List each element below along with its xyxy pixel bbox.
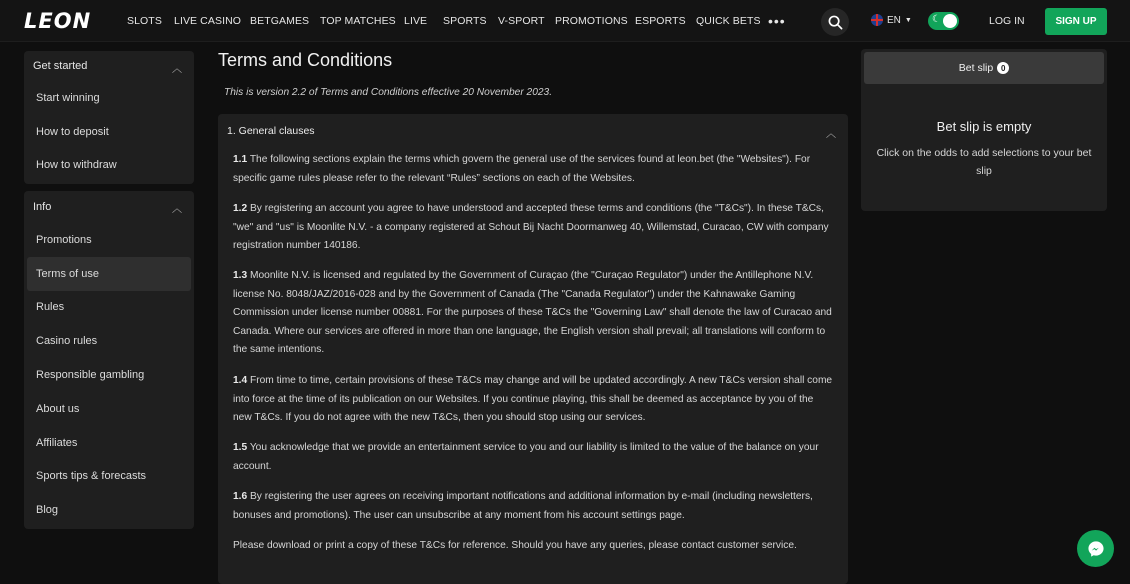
sidebar-item-rules[interactable]: Rules xyxy=(36,301,65,314)
main-nav xyxy=(127,0,766,42)
nav-v-sport[interactable]: V-SPORT xyxy=(498,15,545,27)
version-note: This is version 2.2 of Terms and Conditions effective 20 November 2023. xyxy=(224,87,553,98)
bet-slip-empty-title: Bet slip is empty xyxy=(936,119,1032,134)
sidebar-item-start-winning[interactable]: Start winning xyxy=(36,91,100,104)
bet-count-badge: 0 xyxy=(997,62,1009,74)
clause-paragraph xyxy=(233,372,833,428)
clause-number: 1.1 xyxy=(233,154,248,165)
clause-paragraph xyxy=(233,439,833,476)
clause-paragraph xyxy=(233,267,833,360)
clause-number: 1.4 xyxy=(233,375,248,386)
nav-quick-bets[interactable]: QUICK BETS xyxy=(696,15,761,27)
nav-esports[interactable]: ESPORTS xyxy=(635,15,686,27)
chevron-down-icon: ▼ xyxy=(904,16,912,24)
chevron-up-icon: ︿ xyxy=(172,204,182,215)
sidebar-group-info xyxy=(24,191,194,529)
nav-slots[interactable]: SLOTS xyxy=(127,15,162,27)
general-clauses-section xyxy=(218,114,848,584)
sidebar-item-casino-rules[interactable]: Casino rules xyxy=(36,335,98,348)
chevron-up-icon: ︿ xyxy=(172,64,182,75)
top-bar xyxy=(0,0,1130,42)
more-menu-icon[interactable]: ••• xyxy=(768,13,786,29)
uk-flag-icon xyxy=(871,14,883,26)
language-selector[interactable] xyxy=(871,14,912,26)
clause-number: 1.5 xyxy=(233,442,248,453)
clause-paragraph xyxy=(233,537,833,556)
clause-number: 1.3 xyxy=(233,270,248,281)
nav-promotions[interactable]: PROMOTIONS xyxy=(555,15,628,27)
nav-sports[interactable]: SPORTS xyxy=(443,15,487,27)
signup-button[interactable]: SIGN UP xyxy=(1045,8,1107,35)
clause-paragraph xyxy=(233,488,833,525)
sidebar-item-sports-tips[interactable]: Sports tips & forecasts xyxy=(36,470,147,483)
clause-text: From time to time, certain provisions of these T&Cs may change and will be updated accordingly. A new T&Cs version shall come into force at the time of its publication on our Websites. If you continue playing, this shall be deemed as acceptance by you of the new T&Cs. If you do not agree with the new T&Cs, then you should stop using our services. xyxy=(233,375,833,424)
sidebar-item-terms-of-use[interactable]: Terms of use xyxy=(27,257,191,291)
chevron-up-icon[interactable]: ︿ xyxy=(826,129,836,140)
clause-number: 1.2 xyxy=(233,203,248,214)
clause-text: You acknowledge that we provide an entertainment service to you and our liability is limited to the value of the balance on your account. xyxy=(233,442,819,472)
site-logo[interactable]: LEON xyxy=(24,9,92,33)
sidebar-item-affiliates[interactable]: Affiliates xyxy=(36,436,78,449)
sidebar-item-promotions[interactable]: Promotions xyxy=(36,233,92,246)
clause-text: By registering the user agrees on receiving important notifications and additional information by e-mail (including newsletters, bonuses and promotions). The user can unsubscribe at any moment from his account settings page. xyxy=(233,491,813,521)
login-button[interactable]: LOG IN xyxy=(989,15,1025,27)
sidebar-group-title: Info xyxy=(33,201,52,213)
moon-icon: ☾ xyxy=(932,14,941,25)
nav-betgames[interactable]: BETGAMES xyxy=(250,15,310,27)
clause-paragraph xyxy=(233,200,833,256)
chat-button[interactable] xyxy=(1077,530,1114,567)
sidebar-item-how-to-withdraw[interactable]: How to withdraw xyxy=(36,159,117,172)
search-icon xyxy=(828,15,843,30)
sidebar-group-header[interactable] xyxy=(24,191,194,223)
nav-live-casino[interactable]: LIVE CASINO xyxy=(174,15,242,27)
nav-top-matches[interactable]: TOP MATCHES xyxy=(320,15,396,27)
nav-live[interactable]: LIVE xyxy=(404,15,428,27)
sidebar-item-responsible-gambling[interactable]: Responsible gambling xyxy=(36,369,145,382)
sidebar-item-how-to-deposit[interactable]: How to deposit xyxy=(36,125,109,138)
clause-paragraph xyxy=(233,151,833,188)
sidebar-group-header[interactable] xyxy=(24,51,194,81)
clause-text: Please download or print a copy of these T&Cs for reference. Should you have any queries, please contact customer service. xyxy=(233,540,797,551)
theme-toggle[interactable] xyxy=(928,12,959,30)
bet-slip-label: Bet slip xyxy=(958,62,994,74)
section-header[interactable]: 1. General clauses xyxy=(227,125,315,137)
page-title: Terms and Conditions xyxy=(218,50,393,70)
clause-number: 1.6 xyxy=(233,491,248,502)
clause-text: Moonlite N.V. is licensed and regulated by the Government of Curaçao (the "Curaçao Regulator") under the Antillephone N.V. license No. 8048/JAZ/2016-028 and by the Government of Canada (The "Canada Regulator") under the Kahnawake Gaming Commission under license number 00881. For the purposes of these T&Cs the "Governing Law" shall denote the law of Curacao and Canada. Where our services are offered in more than one language, the English version shall prevail; all translations will conform to the same intentions. xyxy=(233,270,832,356)
sidebar-item-about-us[interactable]: About us xyxy=(36,402,80,415)
search-button[interactable] xyxy=(821,8,849,36)
toggle-knob xyxy=(943,14,957,28)
sidebar-group-get-started xyxy=(24,51,194,184)
clause-text: By registering an account you agree to have understood and accepted these terms and conditions (the "T&Cs"). In these T&Cs, "we" and "us" is Moonlite N.V. - a company registered at Schout Bij Nacht Doormanweg 40, Willemstad, Curacao, CW with company registration number 140186. xyxy=(233,203,829,252)
messenger-icon xyxy=(1087,540,1105,558)
sidebar-group-title: Get started xyxy=(33,60,88,72)
bet-slip-tab[interactable] xyxy=(864,52,1104,84)
bet-slip-panel xyxy=(861,49,1107,211)
sidebar-item-blog[interactable]: Blog xyxy=(36,504,59,517)
bet-slip-empty-text: Click on the odds to add selections to your bet slip xyxy=(876,147,1092,177)
clause-text: The following sections explain the terms which govern the general use of the services found at leon.bet (the "Websites"). For specific game rules please refer to the relevant “Rules” sections on each of the Websites. xyxy=(233,154,811,184)
language-code: EN xyxy=(887,14,901,26)
